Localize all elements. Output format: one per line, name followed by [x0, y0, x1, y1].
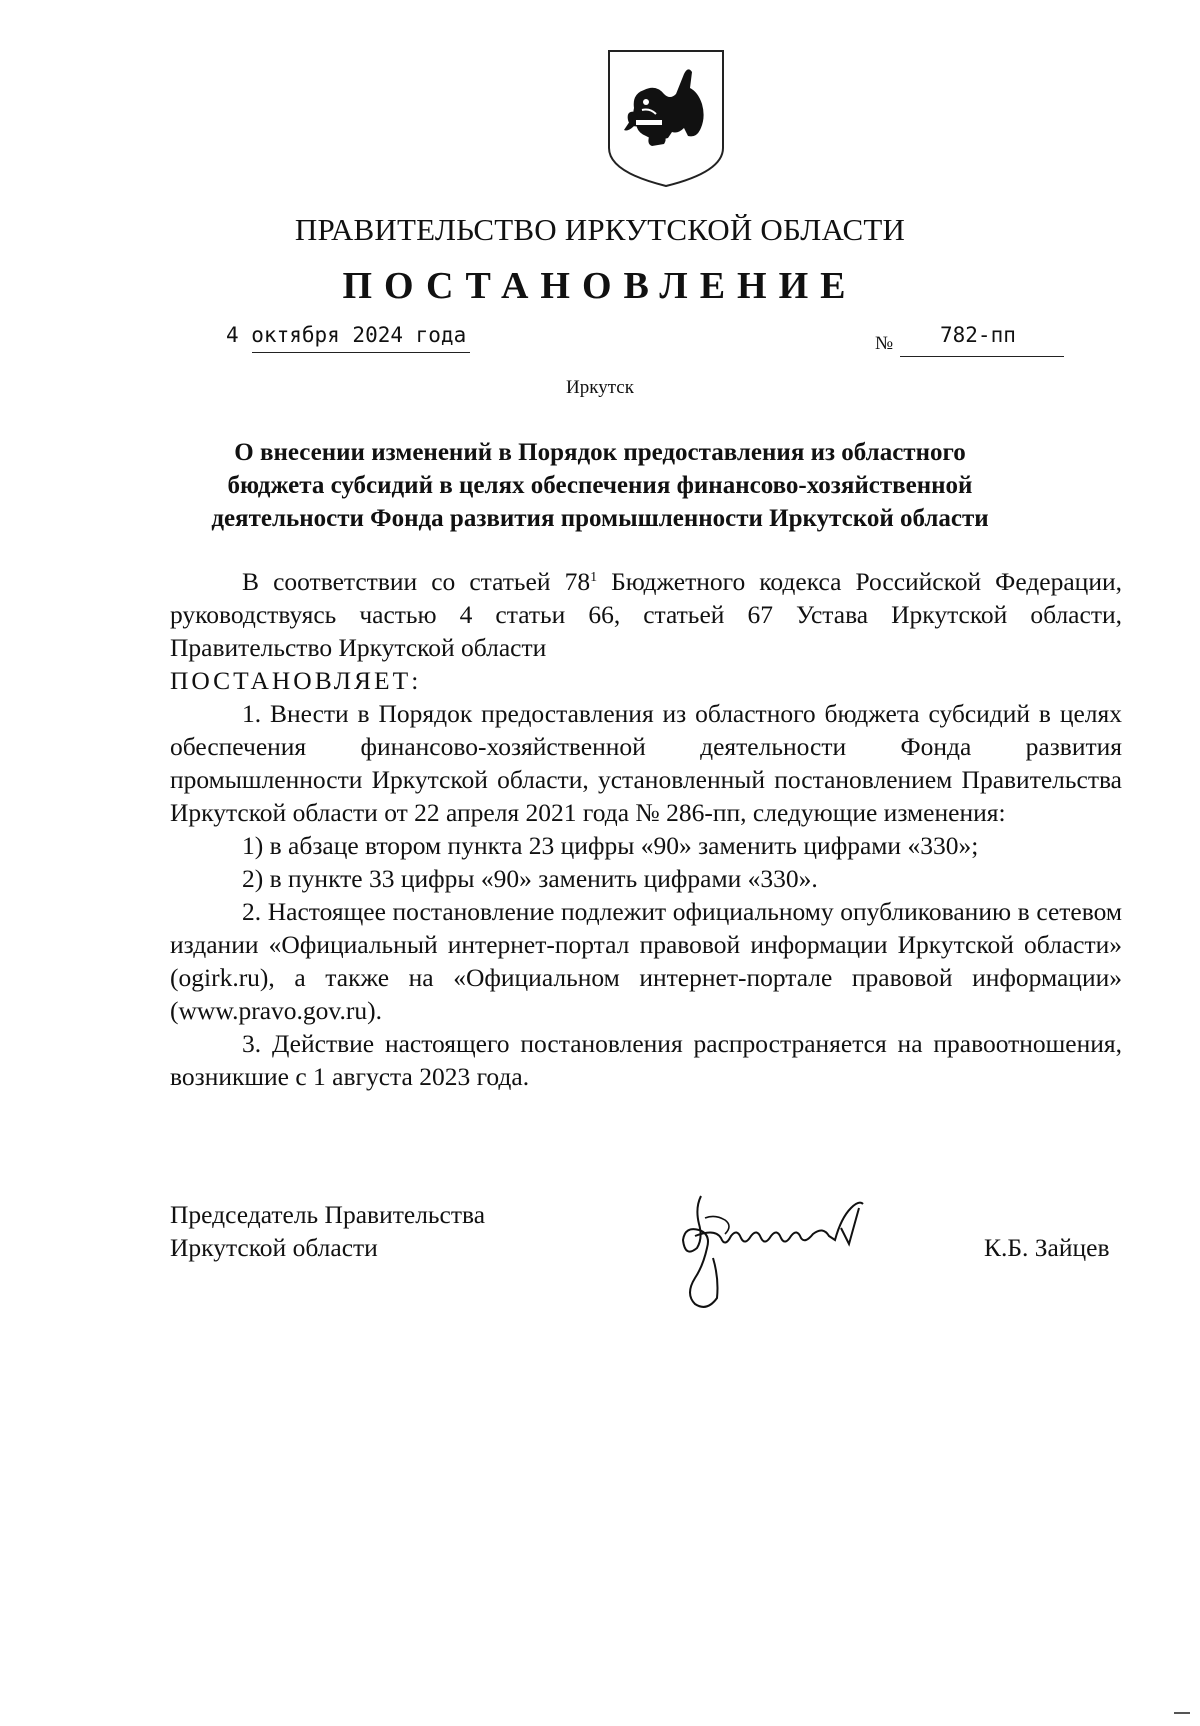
subitem-2: 2) в пункте 33 цифры «90» заменить цифрами «330». [242, 864, 818, 893]
signer-position-line2: Иркутской области [170, 1233, 378, 1262]
subitem-1: 1) в абзаце втором пункта 23 цифры «90» заменить цифрами «330»; [242, 831, 979, 860]
document-type: ПОСТАНОВЛЕНИЕ [342, 265, 858, 307]
paragraph-3: 3. Действие настоящего постановления распространяется на правоотношения, возникшие с 1 августа 2023 года. [170, 1029, 1122, 1091]
coat-of-arms-icon [606, 48, 726, 189]
signer-position-line1: Председатель Правительства [170, 1200, 486, 1229]
government-name: ПРАВИТЕЛЬСТВО ИРКУТСКОЙ ОБЛАСТИ [294, 212, 906, 247]
number-sign: № [875, 333, 894, 354]
number-underline [900, 356, 1064, 357]
document-body [170, 565, 1122, 1093]
signature-icon [655, 1178, 925, 1328]
margin-mark [1174, 1712, 1190, 1714]
preamble-start: В соответствии со статьей 78 [242, 567, 591, 596]
document-heading: О внесении изменений в Порядок предоставления из областного бюджета субсидий в целях обеспечения финансово-хозяйственной деятельности Фонда развития промышленности Иркутской области [211, 439, 989, 532]
signer-name: К.Б. Зайцев [984, 1233, 1110, 1262]
document-city: Иркутск [566, 377, 634, 398]
date-underline [252, 352, 470, 353]
signer-position [170, 1198, 485, 1264]
document-date: 4 октября 2024 года [226, 323, 467, 347]
document-number: 782-пп [940, 323, 1016, 347]
paragraph-1: 1. Внести в Порядок предоставления из областного бюджета субсидий в целях обеспечения финансово-хозяйственной деятельности Фонда развития промышленности Иркутской области, установленный постановлением Правительства Иркутской области от 22 апреля 2021 года № 286-пп, следующие изменения: [170, 699, 1122, 827]
paragraph-2: 2. Настоящее постановление подлежит официальному опубликованию в сетевом издании «Официальный интернет-портал правовой информации Иркутской области» (ogirk.ru), а также на «Официальном интернет-портале правовой информации» (www.pravo.gov.ru). [170, 897, 1122, 1025]
decree-word: ПОСТАНОВЛЯЕТ: [170, 666, 422, 695]
preamble-paragraph [170, 565, 1122, 664]
article-superscript: 1 [590, 570, 598, 585]
preamble-end: Бюджетного кодекса Российской Федерации, руководствуясь частью 4 статьи 66, статьей 67 Устава Иркутской области, Правительство Иркутской области [170, 567, 1122, 662]
